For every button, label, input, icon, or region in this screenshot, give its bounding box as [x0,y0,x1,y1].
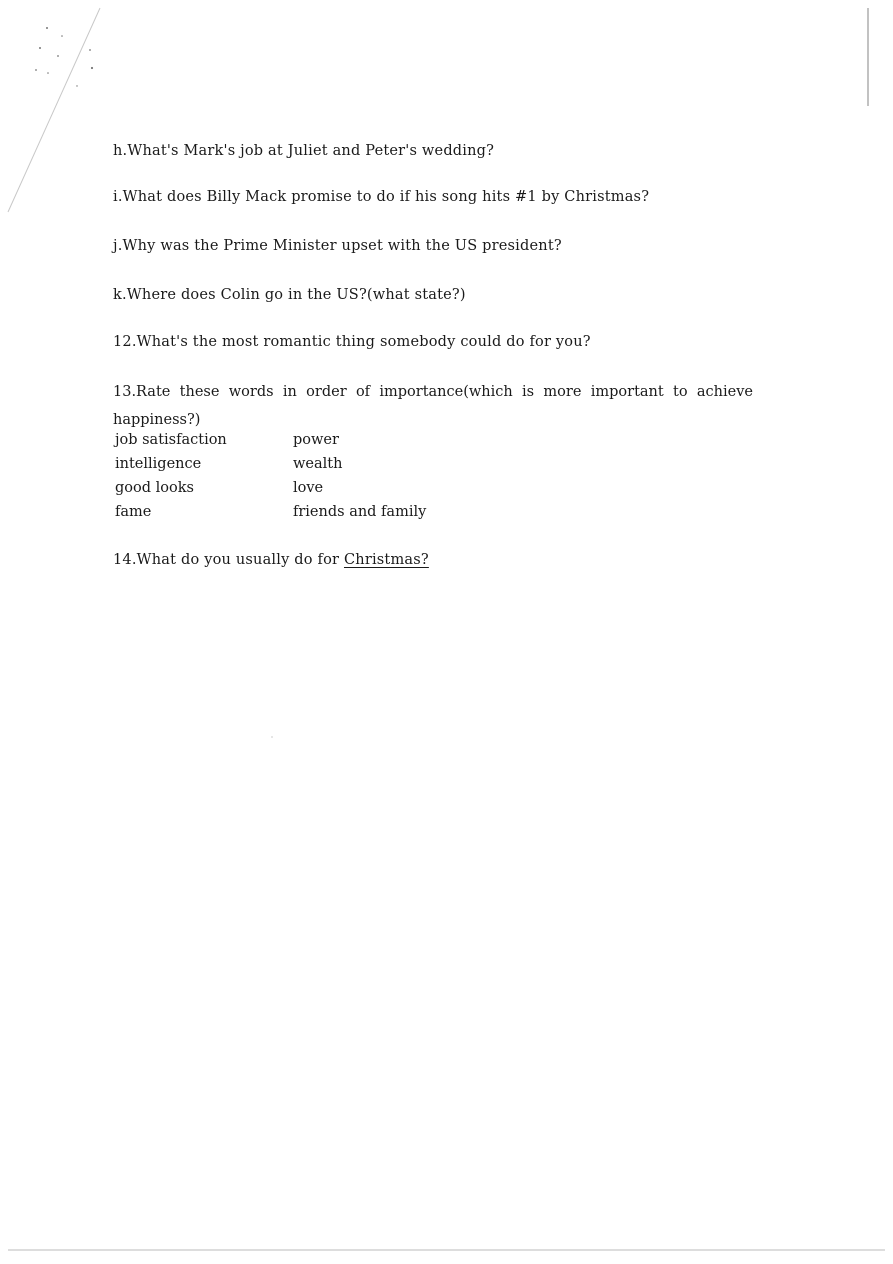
word-item: wealth [293,456,343,472]
word-list [115,432,475,528]
word-item: good looks [115,480,194,496]
word-item: friends and family [293,504,427,520]
word-item: intelligence [115,456,202,472]
word-item: fame [115,504,152,520]
question-h: h.What's Mark's job at Juliet and Peter's wedding? [113,143,495,159]
question-i: i.What does Billy Mack promise to do if his song hits #1 by Christmas? [113,189,650,205]
question-13: 13.Rate these words in order of importance(which is more important to achieve happiness?) [113,384,753,428]
word-item: power [293,432,339,448]
question-k: k.Where does Colin go in the US?(what state?) [113,287,466,303]
word-item: job satisfaction [115,432,227,448]
question-14-underlined-word: Christmas? [343,552,429,568]
scan-crease-line [8,8,100,212]
question-14 [113,552,429,568]
question-14-text: 14.What do you usually do for [113,552,344,568]
question-12: 12.What's the most romantic thing somebody could do for you? [113,334,591,350]
question-j: j.Why was the Prime Minister upset with the US president? [113,238,562,254]
word-item: love [293,480,324,496]
